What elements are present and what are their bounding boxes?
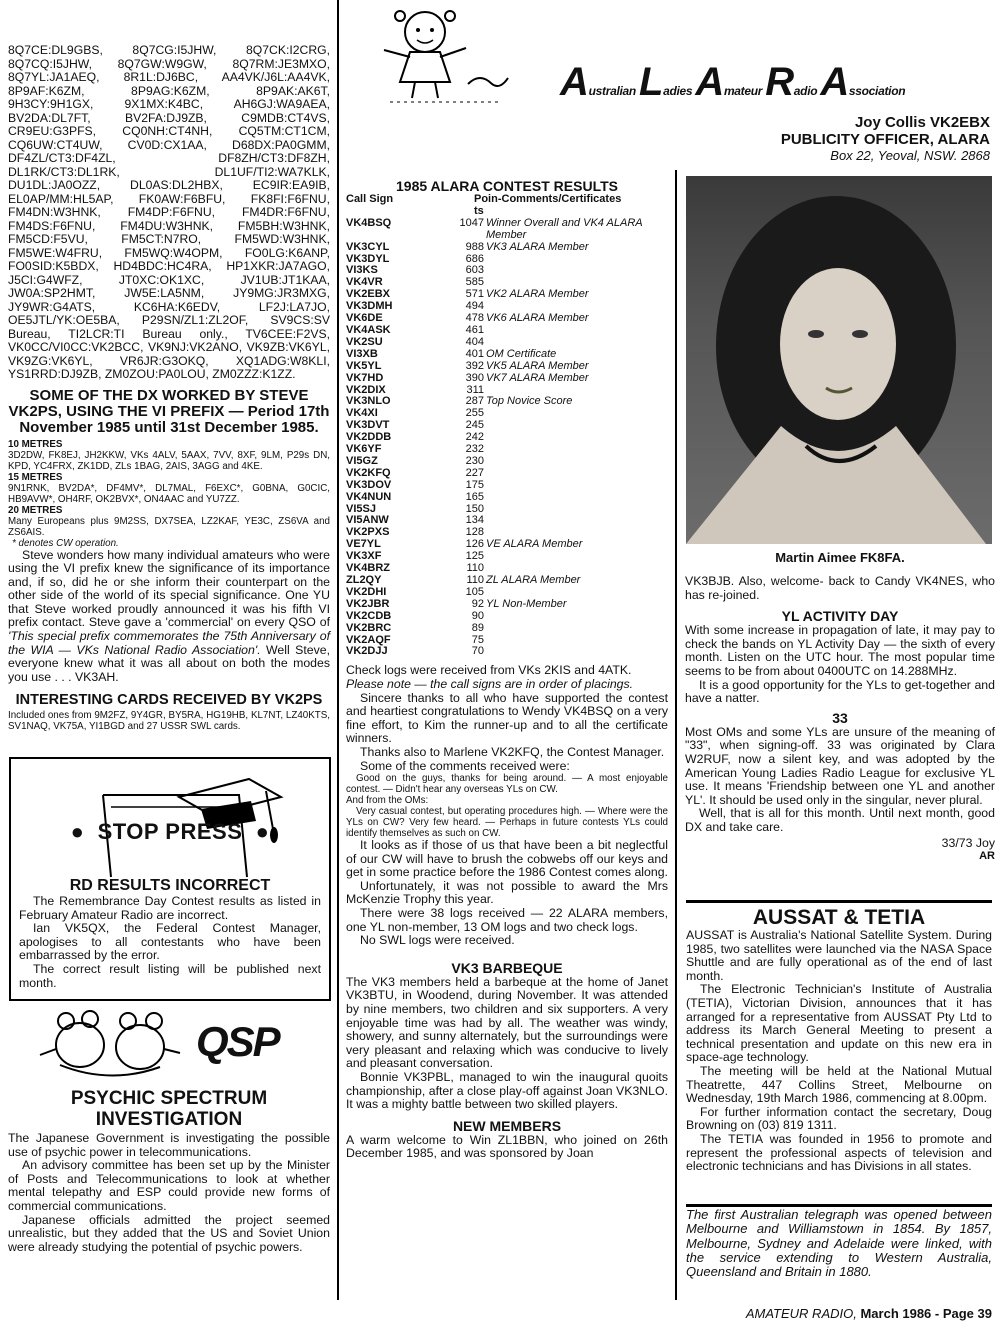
ar-mark: AR: [979, 850, 995, 863]
masthead-word-ladies: adies: [663, 84, 693, 98]
result-comment: VK6 ALARA Member: [486, 312, 589, 325]
portrait-figure: [686, 176, 992, 544]
result-call-sign: VK2CDB: [346, 609, 392, 622]
results-row: [346, 599, 668, 611]
cartoon-girl-illustration: [370, 2, 520, 112]
swl-paragraph: No SWL logs were received.: [360, 933, 515, 948]
results-row: [346, 456, 668, 468]
result-call-sign: VK4BSQ: [346, 216, 392, 229]
stop-press-label: STOP PRESS: [97, 819, 243, 844]
result-comment: VK2 ALARA Member: [486, 288, 589, 301]
cw-note: * denotes CW operation.: [12, 537, 119, 549]
psychic-paragraph-3: Japanese officials admitted the project seemed unrealistic, but they added that the US and Soviet Union were already studying the potential of psychic powers.: [8, 1212, 330, 1254]
result-points: 70: [471, 645, 484, 658]
band-20m-text: Many Europeans plus 9M2SS, DX7SEA, LZ2KAF, YE3C, ZS6VA and ZS6AIS.: [8, 515, 330, 538]
result-comment: [486, 504, 668, 516]
results-row: [346, 480, 668, 492]
results-row: [346, 396, 668, 408]
result-points: 230: [465, 454, 484, 467]
result-comment: [486, 611, 668, 623]
results-row: [346, 432, 668, 444]
result-points: 255: [465, 407, 484, 420]
results-header-row: [346, 194, 668, 218]
masthead-a2: A: [695, 60, 724, 104]
masthead-l: L: [638, 60, 664, 104]
result-points: 585: [465, 276, 484, 289]
steve-paragraph: [8, 549, 330, 685]
result-comment: YL Non-Member: [486, 597, 567, 610]
photo-caption: Martin Aimee FK8FA.: [775, 550, 905, 565]
psychic-section: [8, 1088, 330, 1254]
footer-issue: March 1986 - Page 39: [860, 1306, 992, 1321]
results-row: [346, 349, 668, 361]
results-row: [346, 515, 668, 527]
result-points: 105: [465, 585, 484, 598]
author-role: PUBLICITY OFFICER, ALARA: [780, 131, 990, 148]
result-call-sign: VK6DE: [346, 312, 383, 325]
band-15m-label: 15 METRES: [8, 471, 63, 483]
result-call-sign: VI5ANW: [346, 514, 389, 527]
result-points: 494: [465, 300, 484, 313]
result-call-sign: VK4XI: [346, 407, 378, 420]
author-address: Box 22, Yeoval, NSW. 2868: [830, 148, 990, 163]
aussat-paragraph-2: The Electronic Technician's Institute of Australia (TETIA), Victorian Division, announces that it has arranged for a representative from AUSSAT Pty Ltd to address its March General Meeting to present a technical presentation and update on this new era in space-age technology.: [686, 982, 992, 1065]
result-call-sign: VK3DMH: [346, 300, 393, 313]
aussat-paragraph-3: The meeting will be held at the National Mutual Theatrette, 447 Collins Street, Melbourne on Wednesday, 19th March 1986, commencing at 8.00pm.: [686, 1063, 992, 1106]
result-points: 110: [466, 574, 484, 586]
masthead-a3: A: [820, 60, 849, 104]
result-points: 128: [465, 526, 484, 539]
psychic-paragraph-1: The Japanese Government is investigating the possible use of psychic power in telecommunications.: [8, 1131, 330, 1159]
aussat-paragraph-5: The TETIA was founded in 1956 to promote and represent the professional aspects of television and electronic technicians and has Divisions in all states.: [686, 1131, 992, 1174]
result-points: 110: [466, 562, 484, 575]
result-call-sign: VK3CYL: [346, 240, 390, 253]
result-call-sign: VK4NUN: [346, 490, 392, 503]
masthead-word-australian: ustralian: [588, 84, 636, 98]
thanks-marlene: Thanks also to Marlene VK2KFQ, the Contest Manager.: [360, 744, 665, 759]
result-call-sign: VK2EBX: [346, 288, 391, 301]
band-15m-text: 9N1RNK, BV2DA*, DF4MV*, DL7MAL, F6EXC*, G0BNA, G0CIC, HB9AVW*, OH4RF, OK2BVX*, ON4AAC and YU7ZZ.: [8, 482, 330, 505]
bullet-right-icon: ●: [255, 819, 270, 844]
result-call-sign: VK3DYL: [346, 252, 390, 265]
cw-paragraph: It looks as if those of us that have been a bit neglectful of our CW will have to brush the cobwebs off our keys and get in some practice before the 1986 Contest comes along.: [346, 838, 668, 880]
result-points: 245: [465, 419, 484, 432]
rd-paragraph-1: The Remembrance Day Contest results as listed in February Amateur Radio are incorrect.: [19, 894, 321, 922]
result-call-sign: ZL2QY: [346, 574, 382, 586]
result-points: 242: [465, 431, 484, 444]
result-points: 988: [465, 240, 484, 253]
aussat-paragraph-4: For further information contact the secretary, Doug Browning on (03) 819 1311.: [686, 1104, 992, 1133]
header-points-wrap: ts: [474, 204, 484, 217]
result-points: 1047: [459, 216, 484, 229]
comments-yl: Good on the guys, thanks for being around. — A most enjoyable contest. — Didn't hear any overseas YLs on CW.: [346, 773, 668, 796]
results-row: [346, 361, 668, 373]
results-row: [346, 242, 668, 254]
yl-paragraph-2: It is a good opportunity for the YLs to get-together and have a natter.: [685, 677, 995, 706]
qsp-logo: QSP: [196, 1018, 279, 1065]
result-call-sign: VK7HD: [346, 371, 384, 384]
result-points: 571: [465, 288, 484, 301]
band-20m-label: 20 METRES: [8, 504, 63, 516]
dancing-mice-illustration: [30, 1005, 190, 1085]
result-comment: [486, 492, 668, 504]
result-points: 126: [465, 538, 484, 551]
result-call-sign: VK4BRZ: [346, 562, 391, 575]
results-row: [346, 254, 668, 266]
result-call-sign: VK2DDB: [346, 431, 392, 444]
logs-paragraph: There were 38 logs received — 22 ALARA members, one YL non-member, 13 OM logs and two check logs.: [346, 906, 668, 934]
result-call-sign: VK4ASK: [346, 323, 391, 336]
masthead-word-amateur: mateur: [723, 84, 763, 98]
result-call-sign: VK2JBR: [346, 597, 390, 610]
aussat-section: [686, 906, 992, 1174]
result-call-sign: VK2BRC: [346, 621, 392, 634]
result-call-sign: VK2SU: [346, 335, 383, 348]
result-comment: [486, 432, 668, 444]
result-points: 175: [465, 478, 484, 491]
result-points: 150: [465, 502, 484, 515]
result-comment: [486, 408, 668, 420]
band-20m: [8, 505, 330, 549]
footer-magazine: AMATEUR RADIO,: [745, 1306, 857, 1321]
result-points: 75: [471, 633, 484, 646]
dx-heading: SOME OF THE DX WORKED BY STEVE VK2PS, USING THE VI PREFIX — Period 17th November 1985 until 31st December 1985.: [8, 386, 330, 436]
results-row: [346, 646, 668, 658]
results-heading: 1985 ALARA CONTEST RESULTS: [396, 178, 618, 194]
results-row: [346, 265, 668, 277]
result-call-sign: VK5YL: [346, 359, 382, 372]
result-comment: [486, 635, 668, 647]
signature: 33/73 Joy: [941, 835, 995, 850]
header-points-label: Poin-Comments/Certificates: [474, 193, 622, 205]
result-points: 392: [465, 359, 484, 372]
band-10m: [8, 439, 330, 472]
column-rule-right: [675, 170, 677, 1300]
yl-activity-heading: YL ACTIVITY DAY: [781, 608, 899, 625]
header-call-sign: Call Sign: [346, 193, 394, 205]
rd-paragraph-2: Ian VK5QX, the Federal Contest Manager, apologises to all contestants who have been embarrassed by the error.: [19, 921, 321, 963]
band-10m-label: 10 METRES: [8, 438, 63, 450]
result-comment: [486, 480, 668, 492]
result-call-sign: VK2DHI: [346, 585, 387, 598]
result-points: 165: [465, 490, 484, 503]
result-comment: [486, 515, 668, 527]
result-points: 232: [465, 443, 484, 456]
result-points: 287: [465, 395, 484, 408]
results-row: [346, 420, 668, 432]
aussat-paragraph-1: AUSSAT is Australia's National Satellite System. During 1985, two satellites were launched via the NASA Space Shuttle and are fully operational as of the end of last month.: [686, 928, 992, 983]
cards-heading: INTERESTING CARDS RECEIVED BY VK2PS: [15, 692, 323, 709]
bbq-paragraph-2: Bonnie VK3PBL, managed to win the inaugural quoits championship, after a close play-off against Joan VK3NLO. It was a mighty battle between two skilled players.: [346, 1070, 668, 1112]
result-comment: [486, 325, 668, 337]
result-call-sign: VK3XF: [346, 550, 382, 563]
author-name: Joy Collis VK2EBX: [854, 114, 990, 131]
masthead-word-radio: adio: [793, 84, 818, 98]
paragraph-33: Most OMs and some YLs are unsure of the meaning of "33", when signing-off. 33 was originated by Clara W2RUF, now a silent key, and was adopted by the American Young Ladies Radio League for exclusive YL use. It means 'Friendship between one YL and another YL'. It should be used only in the singular, never plural.: [685, 724, 995, 807]
results-row: [346, 218, 668, 242]
aussat-top-rule: [686, 900, 992, 903]
results-row: [346, 313, 668, 325]
result-comment: [486, 420, 668, 432]
dx-callsign-list: 8Q7CE:DL9GBS, 8Q7CG:I5JHW, 8Q7CK:I2CRG, 8Q7CQ:I5JHW, 8Q7GW:W9GW, 8Q7RM:JE3MXO, 8Q7YL:JA1AEQ, 8R1L:DJ6BC, AA4VK/J6L:AA4VK, 8P9AF:K6ZM, 8P9AG:K6ZM, 8P9AK:AK6T, 9H3CY:9H1GX, 9X1MX:K4BC, AH6GJ:WA9AEA, BV2DA:DL7FT, BV2FA:DJ9ZB, C9MDB:CT4VS, CR9EU:G3PFS, CQ0NH:CT4NH, CQ5TM:CT1CM, CQ6UW:CT4UW, CV0D:CX1AA, D68DX:PA0GMM, DF4ZL/CT3:DF4ZL, DF8ZH/CT3:DF8ZH, DL1RK/CT3:DL1RK, DL1UF/TI2:WA7KLK, DU1DL:JA0OZZ, DL0AS:DL2HBX, EC9IR:EA9IB, EL0AP/MM:HL5AP, FK0AW:F6BFU, FK8FI:F6FNU, FM4DN:W3HNK, FM4DP:F6FNU, FM4DR:F6FNU, FM4DS:F6FNU, FM4DU:W3HNK, FM5BH:W3HNK, FM5CD:F5VU, FM5CT:N7RO, FM5WD:W3HNK, FM5WE:W4FRU, FM5WQ:W4OPM, FO0LG:K6ANP, FO0SID:K5BDX, HD4BDC:HC4RA, HP1XKR:JA7AGO, J5CI:G4WFZ, JT0XC:OK1XC, JV1UB:JT1KAA, JW0A:SP2HMT, JW5E:LA5NM, JY9MG:JR3MXG, JY9WR:G4ATS, KC6HA:K6EDV, LF2J:LA7JO, OE5JTL/YK:OE5BA, P29SN/ZL1:ZL2OF, SV9CS:SV Bureau, TI2LCR:TI Bureau only., TV6CEE:F2VS, VK0CC/VI0CC:VK2BCC, VK9NJ:VK2ANO, VK9ZB:VK6YL, VK9ZG:VK6YL, VR6JR:G3OKQ, XQ1ADG:W8KLI, YS1RRD:DJ9ZB, ZM0ZOU:PA0LOU, ZM0ZZZ:K1ZZ.: [8, 43, 330, 381]
result-points: 125: [465, 550, 484, 563]
result-comment: VK3 ALARA Member: [486, 240, 589, 253]
results-table: [346, 194, 668, 658]
yl-paragraph-1: With some increase in propagation of late, it may pay to check the bands on YL Activity Day — the sixth of every month. Listen on the UTC hour. The most popular time seems to be from about 0400UTC on 14.288MHz.: [685, 623, 995, 678]
results-row: [346, 575, 668, 587]
steve-text-b: Well Steve, everyone knew what it was all about on both the modes you use . . . VK3AH.: [8, 642, 330, 684]
result-points: 603: [465, 264, 484, 277]
steve-text-a: Steve wonders how many individual amateurs who were using the VI prefix knew the significance of its importance and, if so, did he or she inform their counterpart on the other side of the world of its special significance. One YU that Steve worked proudly announced it was his fifth VI prefix contact. Steve gave a 'commercial' on every QSO of: [8, 547, 330, 630]
bullet-left-icon: ●: [70, 819, 85, 844]
telegraph-note: The first Australian telegraph was opened between Melbourne and Williamstown in 1854. By 1857, Melbourne, Sydney and Adelaide were linked, with the service extending to Western Australia, Queensland and Britain in 1880.: [686, 1207, 992, 1280]
cards-text: Included ones from 9M2FZ, 9Y4GR, BY5RA, HG19HB, KL7NT, LZ40KTS, SV1NAQ, VK75A, YI1BGD and 27 USSR SWL cards.: [8, 710, 330, 733]
results-row: [346, 373, 668, 385]
rd-paragraph-3: The correct result listing will be published next month.: [19, 961, 321, 990]
result-comment: [486, 646, 668, 658]
author-block: [680, 114, 990, 163]
results-row: [346, 623, 668, 635]
result-call-sign: VI3KS: [346, 264, 378, 277]
column-left: [8, 0, 330, 732]
result-points: 134: [465, 514, 484, 527]
header-points: [430, 194, 668, 218]
results-row: [346, 504, 668, 516]
please-note: Please note — the call signs are in order of placings.: [346, 676, 634, 691]
result-comment: OM Certificate: [486, 347, 557, 360]
psychic-heading: PSYCHIC SPECTRUM INVESTIGATION: [70, 1088, 268, 1130]
results-row: [346, 468, 668, 480]
sincere-thanks: Sincere thanks to all who have supported the contest and heartiest congratulations to Wendy VK4BSQ on a very fine effort, to Kim the runner-up and to all the certificate winners.: [346, 690, 668, 746]
stop-press-box: [9, 757, 331, 1001]
result-comment: ZL ALARA Member: [486, 574, 581, 586]
continued-text: VK3BJB. Also, welcome- back to Candy VK4NES, who has re-joined.: [685, 574, 995, 602]
result-comment: VE ALARA Member: [486, 538, 583, 551]
trophy-paragraph: Unfortunately, it was not possible to award the Mrs McKenzie Trophy this year.: [346, 878, 668, 907]
result-call-sign: VK2DIX: [346, 383, 386, 396]
result-points: 401: [465, 347, 484, 360]
column-rule-left: [337, 0, 339, 1300]
result-points: 89: [471, 621, 484, 634]
masthead-a1: A: [560, 60, 589, 104]
band-10m-text: 3D2DW, FK8EJ, JH2KKW, VKs 4ALV, 5AAX, 7VV, 8XF, 9LM, P29s DN, KPD, YC4FRX, ZK1DD, ZLs 1BAG, 2AIS, 3AGG and 4KE.: [8, 449, 330, 472]
results-row: [346, 611, 668, 623]
result-points: 461: [465, 323, 484, 336]
result-comment: [486, 444, 668, 456]
masthead-r: R: [765, 60, 794, 104]
results-row: [346, 325, 668, 337]
result-call-sign: VK6YF: [346, 443, 382, 456]
result-comment: [486, 468, 668, 480]
steve-quote: 'This special prefix commemorates the 75th Anniversary of the WIA — VKs National Radio Association'.: [8, 629, 330, 657]
result-comment: VK5 ALARA Member: [486, 359, 589, 372]
masthead-word-association: ssociation: [848, 84, 906, 98]
results-row: [346, 635, 668, 647]
bbq-heading: VK3 BARBEQUE: [451, 959, 563, 976]
results-row: [346, 551, 668, 563]
result-call-sign: VK3NLO: [346, 395, 391, 408]
result-call-sign: VK4VR: [346, 276, 383, 289]
psychic-paragraph-2: An advisory committee has been set up by the Minister of Posts and Telecommunications to look at whether mental telepathy and ESP could provide new forms of commercial communications.: [8, 1158, 330, 1213]
page-footer: [746, 1306, 992, 1321]
result-call-sign: VE7YL: [346, 538, 381, 551]
alara-masthead: [560, 60, 1000, 105]
result-points: 478: [465, 312, 484, 325]
result-comment: [486, 456, 668, 468]
portrait-photo: [686, 176, 992, 544]
check-logs: Check logs were received from VKs 2KIS and 4ATK.: [346, 663, 632, 678]
result-call-sign: VK2DJJ: [346, 645, 388, 658]
result-comment: [486, 623, 668, 635]
results-row: [346, 539, 668, 551]
new-members-paragraph: A warm welcome to Win ZL1BBN, who joined on 26th December 1985, and was sponsored by Joan: [346, 1132, 668, 1161]
bbq-paragraph-1: The VK3 members held a barbeque at the home of Janet VK3BTU, in Woodend, during November. It was attended by nine members, two children and six supporters. A very enjoyable time was had by all. The weather was windy, showery, and sunny alternately, but the surroundings were very pleasant and relaxing which was conducive to lively and pleasant conversation.: [346, 974, 668, 1071]
result-points: 92: [471, 597, 484, 610]
heading-33: 33: [832, 709, 848, 726]
stop-press-content: [19, 877, 321, 990]
results-row: [346, 408, 668, 420]
result-comment: [486, 337, 668, 349]
result-comment: [486, 265, 668, 277]
rd-heading: RD RESULTS INCORRECT: [69, 877, 271, 894]
result-points: 404: [465, 335, 484, 348]
result-call-sign: VI5SJ: [346, 502, 376, 515]
result-points: 390: [465, 371, 484, 384]
from-oms: And from the OMs:: [346, 795, 429, 807]
sign-off-paragraph: Well, that is all for this month. Until next month, good DX and take care.: [685, 806, 995, 834]
result-call-sign: VK2KFQ: [346, 466, 391, 479]
result-points: 227: [465, 466, 484, 479]
result-comment: Top Novice Score: [486, 395, 573, 408]
results-row: [346, 492, 668, 504]
result-call-sign: VK3DVT: [346, 419, 390, 432]
result-points: 90: [471, 609, 484, 622]
new-members-heading: NEW MEMBERS: [452, 1117, 562, 1134]
result-comment: [486, 254, 668, 266]
result-comment: VK7 ALARA Member: [486, 371, 589, 384]
result-points: 311: [466, 383, 484, 396]
result-call-sign: VK3DOV: [346, 478, 392, 491]
comments-intro: Some of the comments received were:: [360, 758, 570, 773]
result-comment: Winner Overall and VK4 ALARA Member: [486, 216, 643, 241]
results-row: [346, 337, 668, 349]
result-call-sign: VK2PXS: [346, 526, 390, 539]
column-right: [685, 550, 995, 864]
result-points: 686: [465, 252, 484, 265]
result-call-sign: VK2AQF: [346, 633, 391, 646]
column-middle: [346, 178, 668, 1161]
results-row: [346, 289, 668, 301]
comments-om: Very casual contest, but operating procedures high. — Where were the YLs on CW? Very few heard. — Perhaps in future contests YLs could identify themselves as such on CW.: [346, 806, 668, 840]
results-row: [346, 444, 668, 456]
result-comment: [486, 551, 668, 563]
result-call-sign: VI5GZ: [346, 454, 378, 467]
band-15m: [8, 472, 330, 505]
aussat-heading: AUSSAT & TETIA: [752, 906, 926, 929]
result-call-sign: VI3XB: [346, 347, 378, 360]
stop-press-title: [11, 819, 329, 845]
